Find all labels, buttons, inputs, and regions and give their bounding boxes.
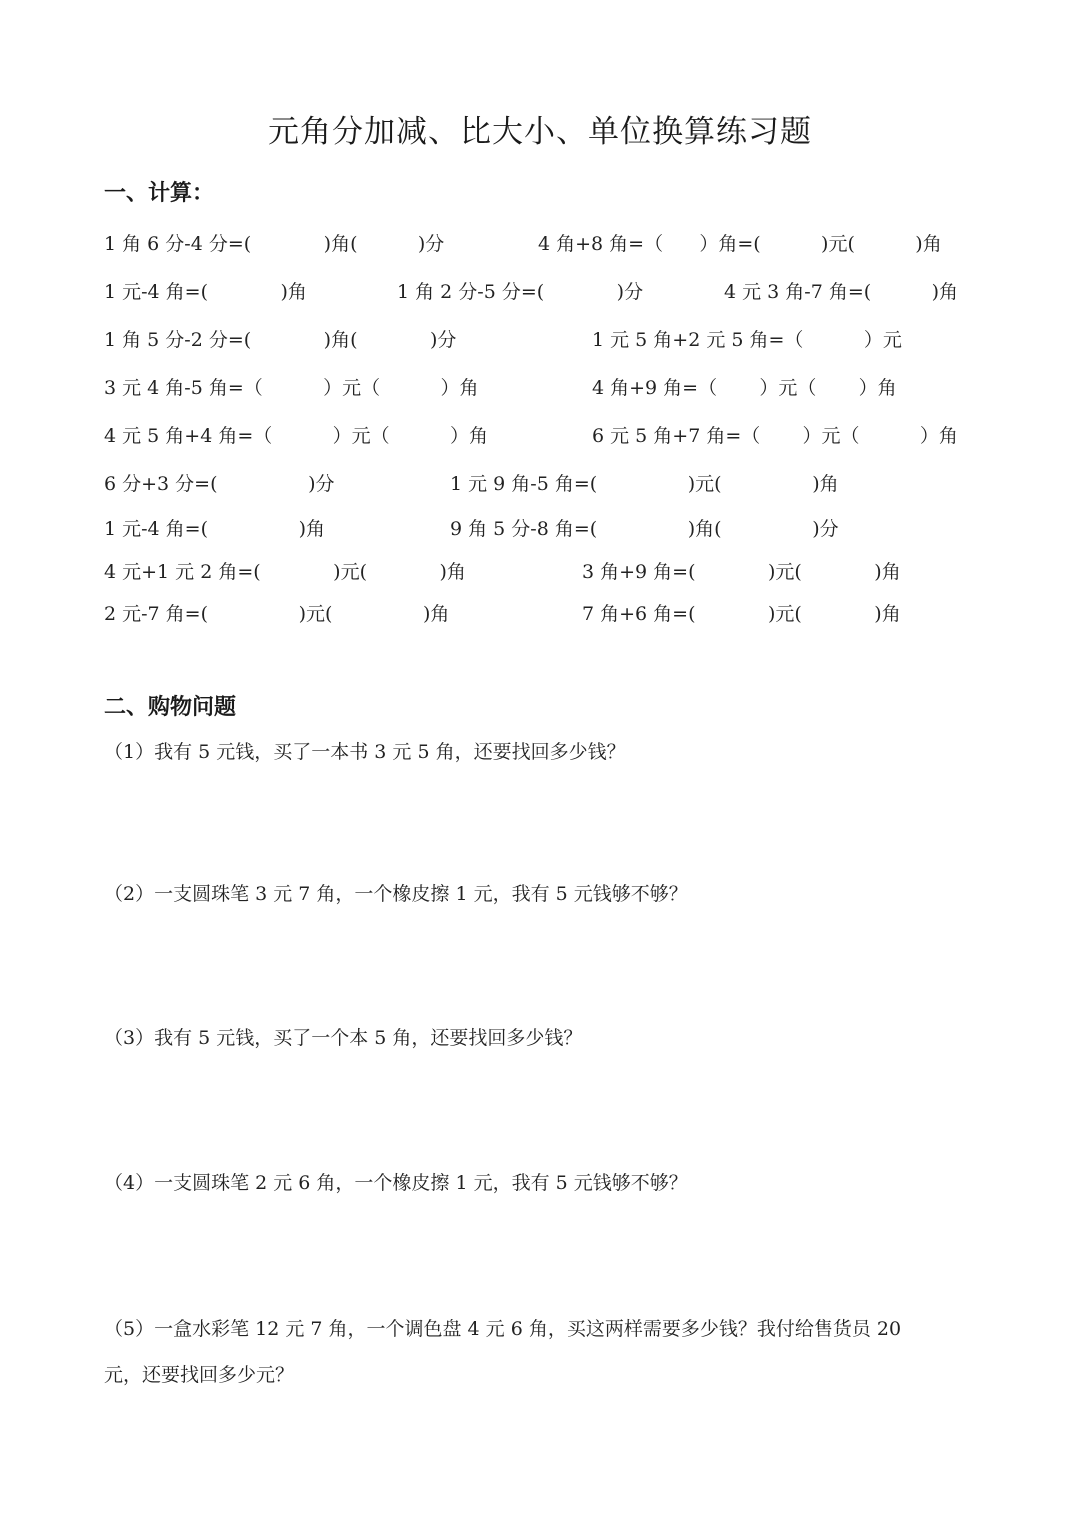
calc-item: 3 元 4 角-5 角=（ ）元（ ）角 (104, 377, 479, 399)
calc-item: 4 元 5 角+4 角=（ ）元（ ）角 (104, 425, 489, 447)
calc-item: 1 元 9 角-5 角=( )元( )角 (450, 473, 839, 495)
calc-item: 2 元-7 角=( )元( )角 (104, 603, 450, 625)
calc-item: 1 元-4 角=( )角 (104, 281, 307, 303)
calc-item: 1 角 6 分-4 分=( )角( )分 (104, 233, 445, 255)
shopping-question-4 (104, 1160, 984, 1206)
calc-item: 4 角+8 角=（ ）角=( )元( )角 (538, 233, 942, 255)
question-line: （1）我有 5 元钱，买了一本书 3 元 5 角，还要找回多少钱？ (104, 741, 626, 763)
calc-item: 7 角+6 角=( )元( )角 (582, 603, 901, 625)
page-title: 元角分加减、比大小、单位换算练习题 (268, 114, 812, 150)
section-shopping-heading: 二、购物问题 (104, 694, 237, 720)
calc-item: 1 角 2 分-5 分=( )分 (397, 281, 644, 303)
calc-item: 4 角+9 角=（ ）元（ ）角 (592, 377, 897, 399)
calc-item: 4 元+1 元 2 角=( )元( )角 (104, 561, 466, 583)
question-line: （3）我有 5 元钱，买了一个本 5 角，还要找回多少钱？ (104, 1027, 583, 1049)
shopping-question-1 (104, 729, 984, 775)
calc-item: 1 元 5 角+2 元 5 角=（ ）元 (592, 329, 902, 351)
calc-item: 1 元-4 角=( )角 (104, 518, 326, 540)
calc-item: 6 元 5 角+7 角=（ ）元（ ）角 (592, 425, 958, 447)
shopping-question-3 (104, 1015, 984, 1061)
calc-item: 6 分+3 分=( )分 (104, 473, 335, 495)
calc-item: 3 角+9 角=( )元( )角 (582, 561, 901, 583)
section-calculation-heading: 一、计算： (104, 180, 215, 206)
shopping-question-5 (104, 1306, 984, 1398)
calc-item: 4 元 3 角-7 角=( )角 (724, 281, 958, 303)
shopping-question-2 (104, 871, 984, 917)
question-line: 元，还要找回多少元？ (104, 1364, 295, 1386)
question-line: （5）一盒水彩笔 12 元 7 角，一个调色盘 4 元 6 角，买这两样需要多少钱？我付给售货员 20 (104, 1318, 902, 1340)
question-line: （2）一支圆珠笔 3 元 7 角，一个橡皮擦 1 元，我有 5 元钱够不够？ (104, 883, 688, 905)
calc-item: 1 角 5 分-2 分=( )角( )分 (104, 329, 457, 351)
calc-item: 9 角 5 分-8 角=( )角( )分 (450, 518, 839, 540)
question-line: （4）一支圆珠笔 2 元 6 角，一个橡皮擦 1 元，我有 5 元钱够不够？ (104, 1172, 688, 1194)
